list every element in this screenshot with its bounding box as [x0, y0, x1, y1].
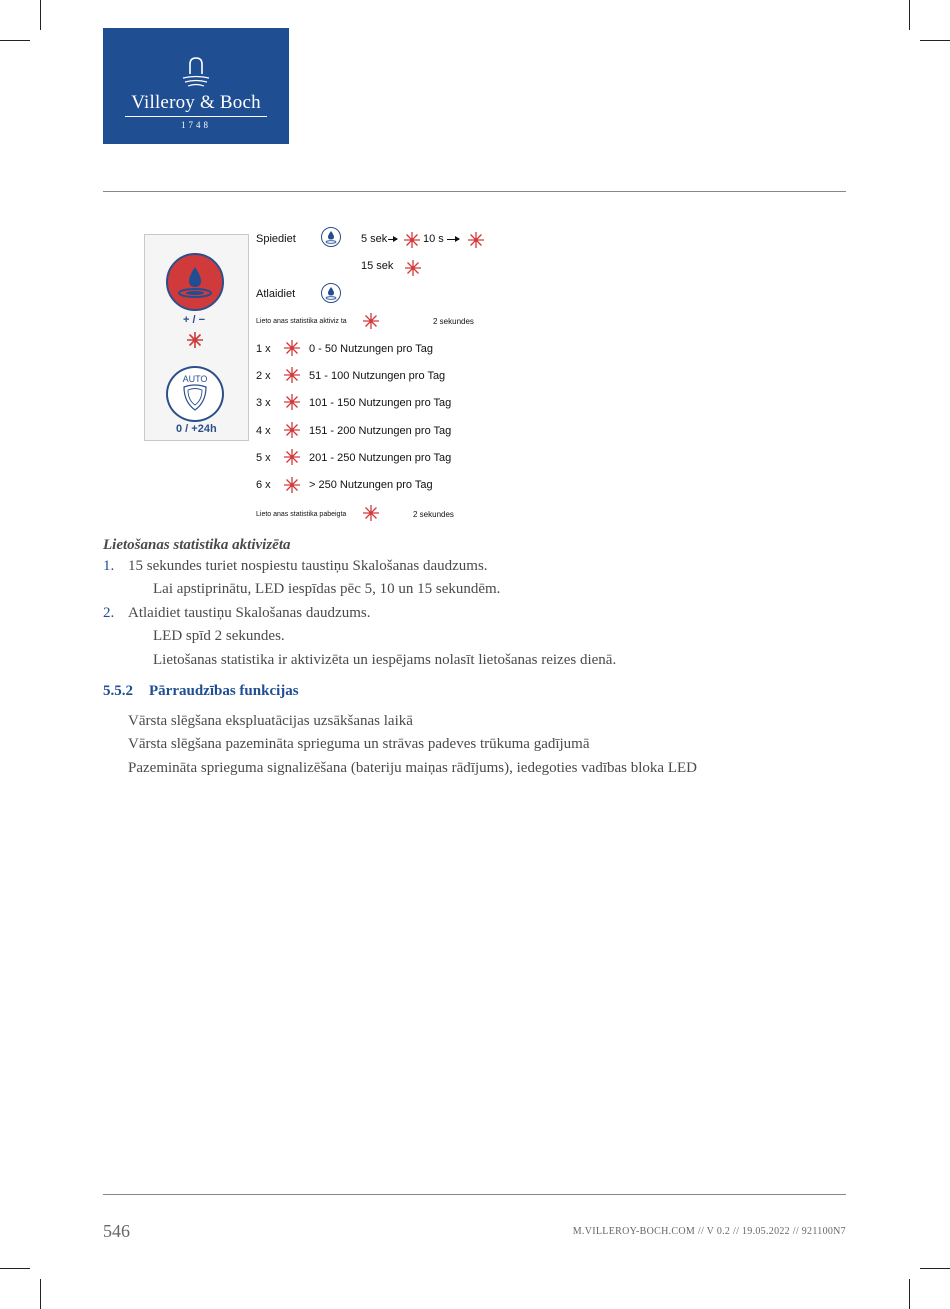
brand-logo: [103, 28, 289, 144]
row-text: 0 - 50 Nutzungen pro Tag: [309, 343, 433, 355]
step-5: 5 sek: [361, 233, 388, 245]
function-item: Vārsta slēgšana ekspluatācijas uzsākšanas laikā: [128, 713, 413, 729]
auto-shield-icon: [168, 368, 222, 420]
duration-label: 2 sekundes: [433, 317, 474, 326]
step-15: 15 sek: [361, 260, 394, 272]
auto-button: [166, 366, 224, 422]
led-icon: [467, 231, 485, 249]
row-text: > 250 Nutzungen pro Tag: [309, 479, 433, 491]
led-icon: [362, 312, 380, 330]
press-label: Spiediet: [256, 233, 296, 245]
crop-mark: [40, 1279, 41, 1309]
header-rule: [103, 191, 846, 192]
step-text: 15 sekundes turiet nospiestu taustiņu Skalošanas daudzums.: [128, 558, 488, 574]
mini-flush-button-icon: [321, 283, 341, 303]
brand-name: Villeroy & Boch: [131, 92, 261, 113]
stats-active-label: Lieto anas statistika aktiviz ta: [256, 318, 347, 325]
step-10: 10 s: [423, 233, 444, 245]
row-text: 201 - 250 Nutzungen pro Tag: [309, 452, 452, 464]
flush-volume-button: [166, 253, 224, 311]
crop-mark: [909, 0, 910, 30]
arrow-icon: [388, 239, 397, 240]
panel-auto-caption: 0 / +24h: [176, 423, 217, 435]
duration-end-label: 2 sekundes: [413, 510, 454, 519]
page-number: 546: [103, 1221, 130, 1241]
footer-meta: M.VILLEROY-BOCH.COM // V 0.2 // 19.05.2022 // 921100N7: [572, 1226, 846, 1237]
brand-year: 1748: [181, 120, 211, 130]
led-icon: [283, 448, 301, 466]
step-subtext: Lietošanas statistika ir aktivizēta un iespējams nolasīt lietošanas reizes dienā.: [153, 652, 617, 668]
led-icon: [283, 421, 301, 439]
led-icon: [283, 339, 301, 357]
step-subtext: Lai apstiprinātu, LED iespīdas pēc 5, 10 un 15 sekundēm.: [153, 581, 501, 597]
crop-mark: [0, 1268, 30, 1269]
row-count: 4 x: [256, 425, 271, 437]
row-text: 101 - 150 Nutzungen pro Tag: [309, 397, 452, 409]
led-icon: [283, 393, 301, 411]
section-title: Pārraudzības funkcijas: [149, 683, 299, 699]
step-text: Atlaidiet taustiņu Skalošanas daudzums.: [128, 605, 371, 621]
stats-end-label: Lieto anas statistika pabeigta: [256, 511, 347, 518]
auto-label: AUTO: [182, 374, 208, 384]
led-icon: [404, 259, 422, 277]
water-drop-icon: [168, 255, 222, 309]
crop-mark: [40, 0, 41, 30]
led-icon: [403, 231, 421, 249]
panel-plus-minus: + / −: [183, 314, 206, 326]
crop-mark: [0, 40, 30, 41]
crop-mark: [920, 1268, 950, 1269]
row-count: 6 x: [256, 479, 271, 491]
mini-flush-button-icon: [321, 227, 341, 247]
row-count: 3 x: [256, 397, 271, 409]
subheading: Lietošanas statistika aktivizēta: [103, 537, 291, 553]
row-count: 1 x: [256, 343, 271, 355]
row-text: 151 - 200 Nutzungen pro Tag: [309, 425, 452, 437]
function-item: Vārsta slēgšana pazemināta sprieguma un strāvas padeves trūkuma gadījumā: [128, 736, 590, 752]
release-label: Atlaidiet: [256, 288, 296, 300]
step-subtext: LED spīd 2 sekundes.: [153, 628, 285, 644]
fountain-icon: [181, 54, 211, 88]
step-number: 2.: [103, 605, 115, 621]
brand-underline: [125, 116, 267, 117]
step-number: 1.: [103, 558, 115, 574]
footer-rule: [103, 1194, 846, 1195]
led-icon: [362, 504, 380, 522]
arrow-icon: [447, 239, 459, 240]
row-text: 51 - 100 Nutzungen pro Tag: [309, 370, 446, 382]
function-item: Pazemināta sprieguma signalizēšana (bateriju maiņas rādījums), iedegoties vadības bloka LED: [128, 760, 697, 776]
row-count: 2 x: [256, 370, 271, 382]
section-number: 5.5.2: [103, 683, 133, 699]
crop-mark: [920, 40, 950, 41]
led-icon: [283, 366, 301, 384]
crop-mark: [909, 1279, 910, 1309]
led-icon: [283, 476, 301, 494]
led-icon: [186, 331, 204, 349]
row-count: 5 x: [256, 452, 271, 464]
